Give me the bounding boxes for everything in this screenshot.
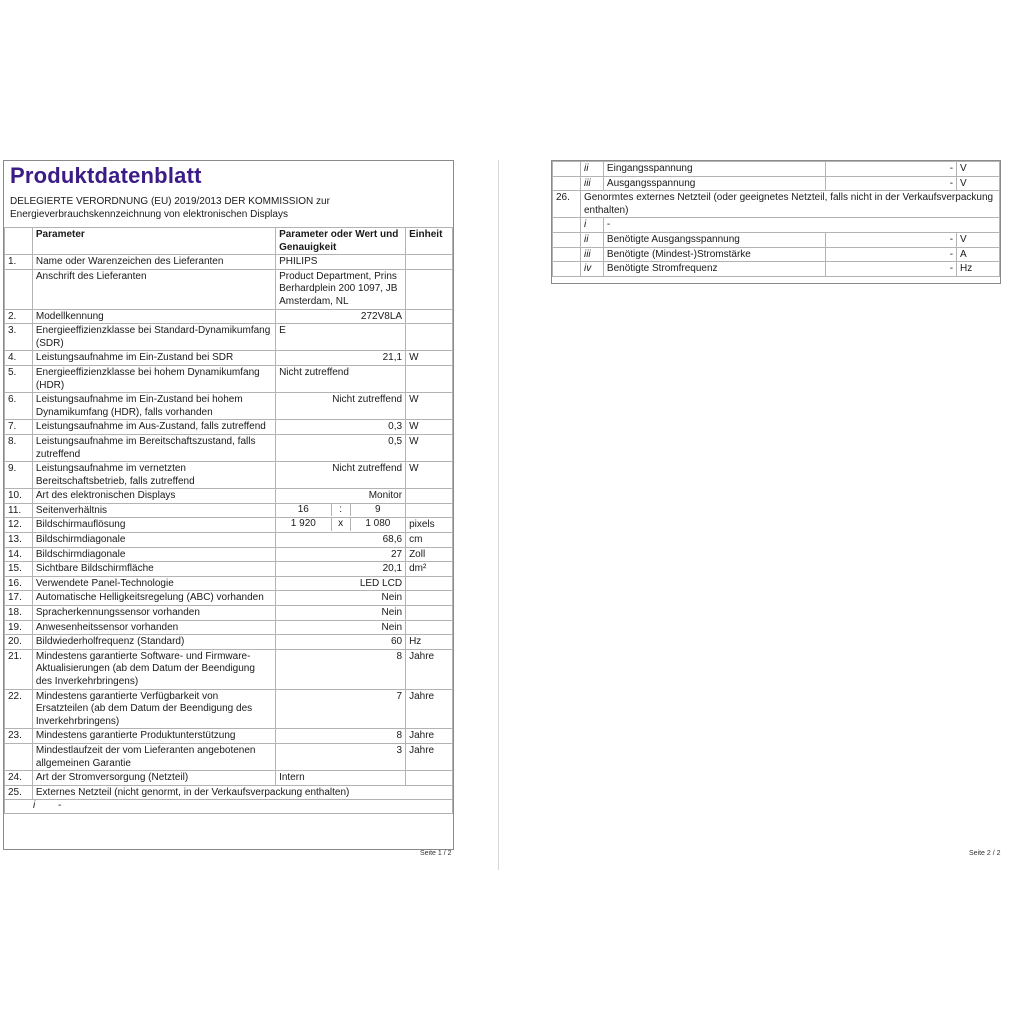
table-row	[5, 689, 453, 729]
page-1	[0, 160, 499, 870]
row-unit	[406, 576, 453, 591]
document-title: Produktdatenblatt	[10, 163, 202, 188]
row-number: 16.	[5, 576, 33, 591]
row-parameter: Leistungsaufnahme im vernetzten Bereitschaftsbetrieb, falls zutreffend	[32, 462, 275, 489]
row-number: 8.	[5, 434, 33, 461]
row-unit	[406, 591, 453, 606]
row-unit: dm²	[406, 562, 453, 577]
table-row	[5, 576, 453, 591]
row-value: Intern	[276, 771, 406, 786]
row-parameter: Ausgangsspannung	[603, 176, 825, 191]
table-row	[5, 255, 453, 270]
page-footer: Seite 2 / 2	[969, 850, 1001, 857]
row-number: 21.	[5, 649, 33, 689]
table-row	[553, 191, 1000, 218]
resolution-height: 1 080	[365, 518, 391, 530]
row-parameter: Verwendete Panel-Technologie	[32, 576, 275, 591]
row-parameter: Bildwiederholfrequenz (Standard)	[32, 635, 275, 650]
row-parameter: Leistungsaufnahme im Bereitschaftszustand, falls zutreffend	[32, 434, 275, 461]
row-unit: Jahre	[406, 729, 453, 744]
row-unit	[406, 255, 453, 270]
row-parameter: Anschrift des Lieferanten	[32, 269, 275, 309]
product-datasheet	[3, 160, 454, 850]
row-number	[5, 269, 33, 309]
row-parameter: Modellkennung	[32, 309, 275, 324]
row-number: 1.	[5, 255, 33, 270]
row-value: Monitor	[276, 489, 406, 504]
row-value: -	[825, 262, 957, 277]
sub-index: i	[580, 218, 603, 233]
row-value: 60	[276, 635, 406, 650]
row-value: Nein	[276, 606, 406, 621]
row-parameter: Mindestlaufzeit der vom Lieferanten angebotenen allgemeinen Garantie	[32, 743, 275, 770]
table-row	[5, 393, 453, 420]
table-row	[5, 533, 453, 548]
row-parameter: Benötigte Stromfrequenz	[603, 262, 825, 277]
row-number: 10.	[5, 489, 33, 504]
sub-index: iii	[580, 247, 603, 262]
table-header-row	[5, 228, 453, 255]
row-unit	[406, 503, 453, 518]
row-number: 11.	[5, 503, 33, 518]
sub-index: iii	[580, 176, 603, 191]
row-number: 26.	[553, 191, 581, 218]
table-row	[5, 434, 453, 461]
row-unit	[406, 269, 453, 309]
row-unit: Jahre	[406, 743, 453, 770]
row-parameter: Mindestens garantierte Software- und Firmware-Aktualisierungen (ab dem Datum der Beendigung des Inverkehrbringens)	[32, 649, 275, 689]
row-number: 3.	[5, 324, 33, 351]
aspect-width: 16	[297, 503, 309, 515]
table-row	[553, 262, 1000, 277]
row-number: 17.	[5, 591, 33, 606]
resolution-width: 1 920	[290, 518, 316, 530]
row-number	[5, 743, 33, 770]
row-unit: Hz	[406, 635, 453, 650]
row-parameter: Bildschirmdiagonale	[32, 547, 275, 562]
row-parameter: Energieeffizienzklasse bei Standard-Dynamikumfang (SDR)	[32, 324, 275, 351]
row-value: LED LCD	[276, 576, 406, 591]
row-value: Nein	[276, 591, 406, 606]
row-parameter: Mindestens garantierte Produktunterstützung	[32, 729, 275, 744]
row-parameter: Anwesenheitssensor vorhanden	[32, 620, 275, 635]
row-unit	[406, 309, 453, 324]
row-parameter: Bildschirmdiagonale	[32, 533, 275, 548]
row-number: 20.	[5, 635, 33, 650]
row-number: 13.	[5, 533, 33, 548]
product-datasheet-continued	[551, 160, 1001, 284]
row-unit	[406, 324, 453, 351]
row-parameter: Leistungsaufnahme im Ein-Zustand bei SDR	[32, 351, 275, 366]
table-row	[553, 176, 1000, 191]
table-row	[5, 562, 453, 577]
table-row	[553, 232, 1000, 247]
row-parameter: Benötigte (Mindest-)Stromstärke	[603, 247, 825, 262]
row-parameter: Leistungsaufnahme im Ein-Zustand bei hohem Dynamikumfang (HDR), falls vorhanden	[32, 393, 275, 420]
sub-value: -	[603, 218, 999, 233]
table-row	[5, 309, 453, 324]
table-row	[5, 365, 453, 392]
table-row	[553, 247, 1000, 262]
row-value: 272V8LA	[276, 309, 406, 324]
row-parameter: Seitenverhältnis	[32, 503, 275, 518]
row-unit: Jahre	[406, 649, 453, 689]
table-row	[5, 620, 453, 635]
row-unit: V	[957, 176, 1000, 191]
row-number: 5.	[5, 365, 33, 392]
row-unit: W	[406, 420, 453, 435]
table-row	[5, 489, 453, 504]
row-value: 0,5	[276, 434, 406, 461]
row-value: Nicht zutreffend	[276, 462, 406, 489]
row-unit: Zoll	[406, 547, 453, 562]
header-parameter: Parameter	[32, 228, 275, 255]
row-number: 6.	[5, 393, 33, 420]
row-unit: V	[957, 162, 1000, 177]
aspect-height: 9	[375, 503, 381, 515]
row-value: 3	[276, 743, 406, 770]
row-parameter: Automatische Helligkeitsregelung (ABC) vorhanden	[32, 591, 275, 606]
table-row	[553, 162, 1000, 177]
row-value: Nicht zutreffend	[276, 365, 406, 392]
table-row	[5, 591, 453, 606]
row-parameter: Externes Netzteil (nicht genormt, in der Verkaufsverpackung enthalten)	[32, 785, 452, 800]
row-unit: Jahre	[406, 689, 453, 729]
row-unit: V	[957, 232, 1000, 247]
row-value: 21,1	[276, 351, 406, 366]
row-value: 27	[276, 547, 406, 562]
row-value: 8	[276, 649, 406, 689]
header-value: Parameter oder Wert und Genauigkeit	[276, 228, 406, 255]
table-row	[5, 462, 453, 489]
table-row	[553, 218, 1000, 233]
table-row	[5, 771, 453, 786]
row-number: 9.	[5, 462, 33, 489]
row-parameter: Art des elektronischen Displays	[32, 489, 275, 504]
row-value: 0,3	[276, 420, 406, 435]
table-row	[5, 785, 453, 800]
row-parameter: Mindestens garantierte Verfügbarkeit von Ersatzteilen (ab dem Datum der Beendigung des Inverkehrbringens)	[32, 689, 275, 729]
datasheet-table-continued	[552, 161, 1000, 277]
row-number: 25.	[5, 785, 33, 800]
row-value: -	[825, 162, 957, 177]
row-value: 68,6	[276, 533, 406, 548]
table-row	[5, 503, 453, 518]
row-unit: W	[406, 351, 453, 366]
aspect-separator: :	[331, 504, 351, 517]
row-parameter: Name oder Warenzeichen des Lieferanten	[32, 255, 275, 270]
row-parameter: Benötigte Ausgangsspannung	[603, 232, 825, 247]
row-number: 2.	[5, 309, 33, 324]
row-parameter: Sichtbare Bildschirmfläche	[32, 562, 275, 577]
row-value: E	[276, 324, 406, 351]
row-parameter: Energieeffizienzklasse bei hohem Dynamikumfang (HDR)	[32, 365, 275, 392]
row-number: 4.	[5, 351, 33, 366]
row-unit: cm	[406, 533, 453, 548]
table-row	[5, 420, 453, 435]
row-value: -	[825, 176, 957, 191]
table-row	[5, 800, 453, 814]
row-value: Nein	[276, 620, 406, 635]
row-unit: Hz	[957, 262, 1000, 277]
page-footer: Seite 1 / 2	[420, 850, 452, 857]
row-unit	[406, 771, 453, 786]
sub-value: -	[58, 800, 62, 812]
row-unit	[406, 365, 453, 392]
datasheet-table	[4, 227, 453, 814]
row-number: 18.	[5, 606, 33, 621]
sub-index: ii	[580, 232, 603, 247]
row-value: -	[825, 247, 957, 262]
table-row	[5, 743, 453, 770]
table-row	[5, 518, 453, 533]
row-parameter: Spracherkennungssensor vorhanden	[32, 606, 275, 621]
row-unit	[406, 606, 453, 621]
table-row	[5, 606, 453, 621]
row-unit	[406, 620, 453, 635]
table-row	[5, 351, 453, 366]
page-2	[504, 160, 1018, 870]
row-number: 22.	[5, 689, 33, 729]
row-value: PHILIPS	[276, 255, 406, 270]
table-row	[5, 635, 453, 650]
document-subtitle: DELEGIERTE VERORDNUNG (EU) 2019/2013 DER KOMMISSION zur Energieverbrauchskennzeichnung von elektronischen Displays	[10, 196, 330, 220]
sub-index: iv	[580, 262, 603, 277]
table-row	[5, 324, 453, 351]
row-parameter: Genormtes externes Netzteil (oder geeignetes Netzteil, falls nicht in der Verkaufsverpackung enthalten)	[580, 191, 999, 218]
row-parameter: Art der Stromversorgung (Netzteil)	[32, 771, 275, 786]
row-number: 12.	[5, 518, 33, 533]
table-row	[5, 649, 453, 689]
row-parameter: Eingangsspannung	[603, 162, 825, 177]
row-parameter: Bildschirmauflösung	[32, 518, 275, 533]
row-unit	[406, 489, 453, 504]
row-value: 20,1	[276, 562, 406, 577]
table-row	[5, 269, 453, 309]
sub-index: i	[33, 800, 36, 812]
row-number: 14.	[5, 547, 33, 562]
row-parameter: Leistungsaufnahme im Aus-Zustand, falls zutreffend	[32, 420, 275, 435]
table-row	[5, 547, 453, 562]
row-unit: W	[406, 434, 453, 461]
row-unit: A	[957, 247, 1000, 262]
row-value: Nicht zutreffend	[276, 393, 406, 420]
table-row	[5, 729, 453, 744]
header-unit: Einheit	[406, 228, 453, 255]
row-number: 24.	[5, 771, 33, 786]
row-unit: W	[406, 462, 453, 489]
row-value: -	[825, 232, 957, 247]
row-unit: pixels	[406, 518, 453, 533]
row-number: 19.	[5, 620, 33, 635]
row-value: 8	[276, 729, 406, 744]
row-unit: W	[406, 393, 453, 420]
row-value: 7	[276, 689, 406, 729]
row-number: 7.	[5, 420, 33, 435]
row-value: Product Department, Prins Berhardplein 200 1097, JB Amsterdam, NL	[276, 269, 406, 309]
row-number: 15.	[5, 562, 33, 577]
sub-index: ii	[580, 162, 603, 177]
resolution-separator: x	[331, 518, 351, 531]
row-number: 23.	[5, 729, 33, 744]
